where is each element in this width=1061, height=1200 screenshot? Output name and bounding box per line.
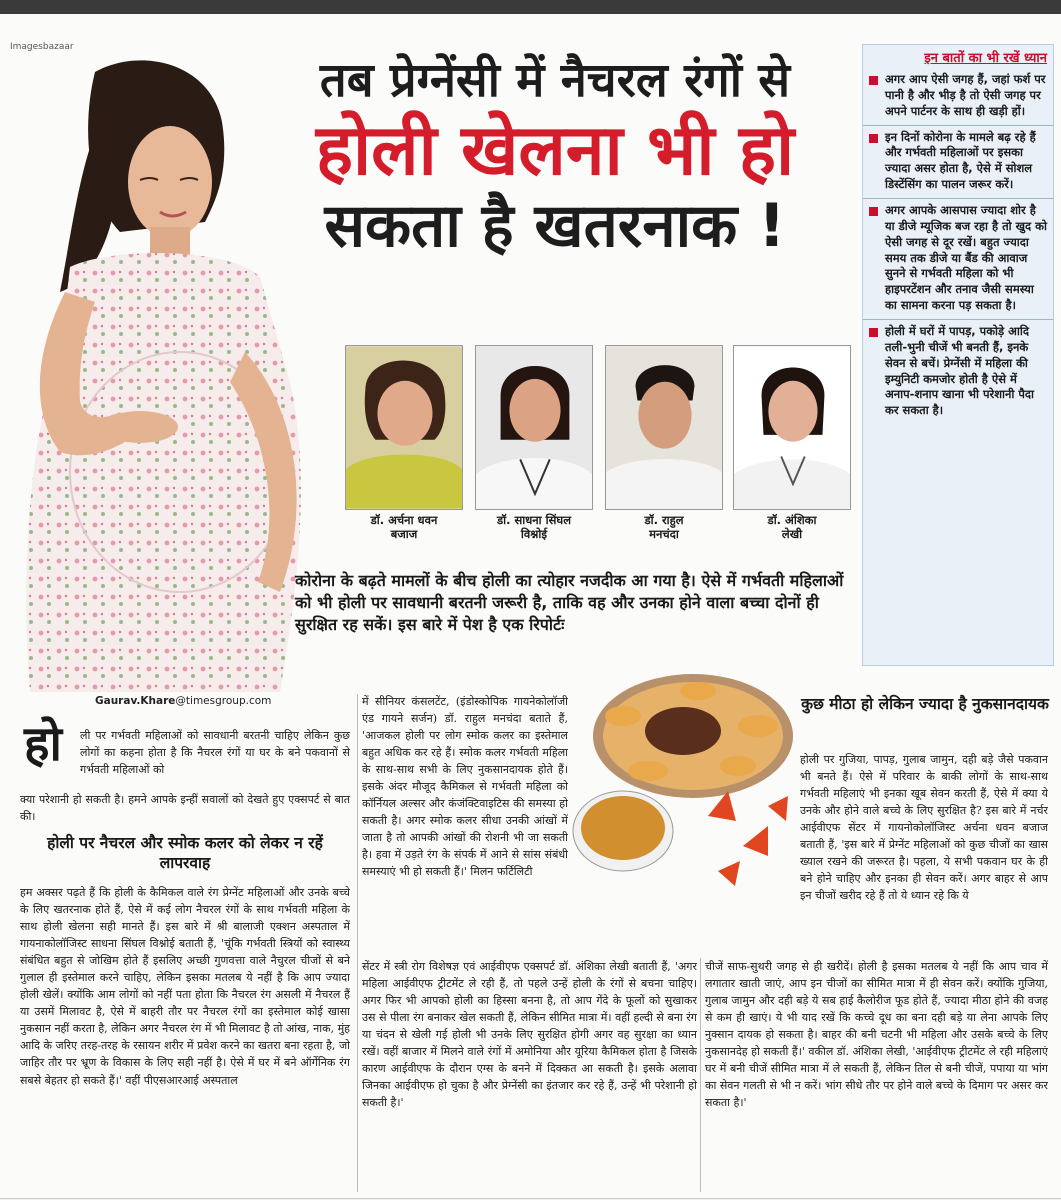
food-photo-holi-snacks	[568, 656, 798, 896]
expert-photo	[733, 345, 851, 510]
expert-photo	[475, 345, 593, 510]
bullet-square-icon	[869, 134, 878, 143]
sidebar-item: अगर आपके आसपास ज्यादा शोर है या डीजे म्यूजिक बज रहा है तो खुद को ऐसी जगह से दूर रखें। बहुत ज्यादा समय तक डीजे या बैंड की आवाज सुनने से गर्भवती महिला को भी हाइपरटेंशन और तनाव जैसी समस्या का सामना करना पड़ सकता है।	[863, 199, 1053, 320]
body-col1-first-lines: ली पर गर्भवती महिलाओं को सावधानी बरतनी चाहिए लेकिन कुछ लोगों का कहना होता है कि नैचरल रंगों या घर के बने पकवानों से गर्भवती महिलाओं को	[80, 729, 350, 777]
bullet-square-icon	[869, 207, 878, 216]
expert-3	[605, 345, 723, 542]
expert-name: डॉ. अंशिका लेखी	[767, 513, 817, 542]
body-col1-intro-end: क्या परेशानी हो सकती है। हमने आपके इन्हीं सवालों को देखते हुए एक्सपर्ट से बात की।	[20, 793, 350, 824]
expert-name: डॉ. राहुल मनचंदा	[644, 513, 684, 542]
sidebar-item: होली में घरों में पापड़, पकोड़े आदि तली-भुनी चीजें भी बनती हैं, इनके सेवन से बचें। प्रेग्नेंसी में महिला की इम्युनिटी कमजोर होती है ऐसे में अनाप-शनाप खाना भी परेशानी पैदा कर सकता है।	[863, 320, 1053, 424]
expert-name: डॉ. साधना सिंघल विश्नोई	[496, 513, 572, 542]
subhead-natural-colors: होली पर नैचरल और स्मोक कलर को लेकर न रहें लापरवाह	[47, 834, 323, 873]
column-divider	[700, 958, 701, 1192]
body-col1: हम अक्सर पढ़ते हैं कि होली के कैमिकल वाले रंग प्रेग्नेंट महिलाओं और उनके बच्चे के लिए खतरनाक होते हैं, ऐसे में कई लोग नैचरल रंगों के साथ गर्भवती महिला के साथ होली खेलना सही मानते हैं। इस बारे में श्री बालाजी एक्शन अस्पताल में गायनाकोलॉजिस्ट साधना सिंघल विश्नोई बताती हैं, 'चूंकि गर्भवती स्त्रियों को स्वास्थ्य संबंधित बहुत से जोखिम होते हैं इसलिए अच्छी गुणवत्ता वाले नैचुरल चीजों से बने गुलाल ही इस्तेमाल करने चाहिए, लेकिन इसका मतलब ये नहीं है कि आप ज्यादा होली खेलें। क्योंकि आम लोगों को नहीं पता होता कि नैचरल रंग असली में नैचरल हैं या उसमें मिलावट है, ऐसे में बाहरी तौर पर नैचरल रंगों का इस्तेमाल कोई खासा नुकसान नहीं करता है, लेकिन अगर नैचरल रंग में भी मिलावट है तो आंख, नाक, मुंह आदि के जरिए तरह-तरह के रसायन शरीर में प्रवेश करने का खतरा बना रहता है, जो जाहिर तौर पर भ्रूण के विकास के लिए सही नहीं है। ऐसे में घर में बने ऑर्गेनिक रंग सबसे बेहतर हो सकते हैं।' वहीं पीएसआरआई अस्पताल	[20, 886, 350, 1087]
headline-line-2: होली खेलना भी हो	[315, 108, 795, 191]
expert-2	[475, 345, 593, 542]
bullet-square-icon	[869, 328, 878, 337]
tips-sidebar	[862, 44, 1054, 666]
expert-name: डॉ. अर्चना धवन बजाज	[370, 513, 438, 542]
body-col3-bottom: चीजें साफ-सुथरी जगह से ही खरीदें। होली है इसका मतलब ये नहीं कि आप चाव में लगातार खाती जाएं, आप इन चीजों का सीमित मात्रा में ही सेवन करें। क्योंकि गुजिया, गुलाब जामुन और दही बड़े ये सब हाई कैलोरीज फूड होते हैं, ज्यादा मीठा होने की वजह से कम ही खाएं। ये भी याद रखें कि कच्चे दूध का बना दही बड़े या लेना आपके लिए नुक्सान दायक हो सकता है। बाहर की बनी चटनी भी महिला और उसके बच्चे के लिए नुकसानदेह हो सकती हैं।' वकील डॉ. अंशिका लेखी, 'आईवीएफ ट्रीटमेंट ले रही महिलाएं घर में बनी चीजें सीमित मात्रा में ले सकती हैं, लेकिन तिल से बनी चीजें, पपाया या भांग का सेवन गलती से भी न करें। भांग सीधे तौर पर होने वाले बच्चे के दिमाग पर असर कर सकता है।'	[705, 960, 1048, 1110]
body-col3-top: होली पर गुजिया, पापड़, गुलाब जामुन, दही बड़े जैसे पकवान भी बनते हैं। ऐसे में परिवार के बाकी लोगों के साथ-साथ गर्भवती महिलाएं भी इनका खूब सेवन करती हैं, ऐसे में क्या ये उनके और होने वाले बच्चे के लिए सुरक्षित है? इस बारे में नर्चर आईवीएफ सेंटर में गायनोकोलॉजिस्ट अर्चना धवन बजाज बताती हैं, 'इस बारे में प्रेग्नेंट महिलाओं को कुछ चीजों का खास ख्याल रखने की जरूरत है। पहला, ये सभी पकवान घर के ही बने होने चाहिए और इनका ही सेवन करें। अगर बाहर से आप इन चीजों खरीद रहे हैं तो ये ध्यान रहे कि ये	[800, 753, 1048, 903]
drop-cap: हो	[24, 716, 62, 772]
body-col2-top: में सीनियर कंसलटेंट, (इंडोस्कोपिक गायनेकोलॉजी एंड गायने सर्जन) डॉ. राहुल मनचंदा बताते हैं, 'आजकल होली पर लोग स्मोक कलर का इस्तेमाल बहुत अधिक कर रहे हैं। स्मोक कलर गर्भवती महिला के साथ-साथ सभी के लिए नुकसानदायक होते हैं। इसके अंदर मौजूद कैमिकल से गर्भवती महिला को कॉर्नियल अल्सर और कंजंक्टिवाइटिस की समस्या हो सकती है। अगर स्मोक कलर सीधा उनकी आंखों में जाता है तो आपकी आंखों की रोशनी भी जा सकती है। हवा में उड़ते रंग के संपर्क में आने से सांस संबंधी समस्याएं भी हो सकती हैं।' मिलन फर्टिलिटी	[362, 695, 568, 879]
expert-photos	[345, 345, 850, 542]
expert-photo	[605, 345, 723, 510]
column-divider	[357, 694, 358, 1192]
headline	[250, 53, 860, 262]
body-col2-bottom: सेंटर में स्त्री रोग विशेषज्ञ एवं आईवीएफ एक्सपर्ट डॉ. अंशिका लेखी बताती हैं, 'अगर महिला आईवीएफ ट्रीटमेंट ले रही हैं, तो पहले उन्हें होली के रंगों से बचना चाहिए। अगर फिर भी आपको होली का हिस्सा बनना है, तो आप गेंदे के फूलों को सुखाकर उस से पीला रंग बनाकर खेल सकती हैं, लेकिन सीमित मात्रा में। वहीं हल्दी से बना रंग या चंदन से खेली गई होली भी उनके लिए सुरक्षित होगी अगर वह सुरक्षा का ध्यान रखें। वहीं बाजार में मिलने वाले रंगों में अमोनिया और यूरिया कैमिकल होता है जिसके कारण आईवीएफ के दौरान एग्स के बनने में दिक्कत आ सकती है। इसके अलावा जिनका आईवीएफ हो चुका है और प्रेग्नेंसी का इंतजार कर रहे हैं, उन्हें भी परेशानी हो सकती है।'	[362, 960, 697, 1110]
sidebar-item: अगर आप ऐसी जगह हैं, जहां फर्श पर पानी है और भीड़ है तो ऐसी जगह पर अपने पार्टनर के साथ ही खड़ी हों।	[863, 68, 1053, 126]
photo-credit: Imagesbazaar	[10, 42, 74, 52]
sidebar-item: इन दिनों कोरोना के मामले बढ़ रहे हैं और गर्भवती महिलाओं पर इसका ज्यादा असर होता है, ऐसे में सोशल डिस्टेंसिंग का पालन जरूर करें।	[863, 126, 1053, 199]
subhead-sweets: कुछ मीठा हो लेकिन ज्यादा है नुकसानदायक	[801, 695, 1049, 713]
headline-line-3: सकता है खतरनाक !	[324, 191, 786, 262]
byline: Gaurav.Khare@timesgroup.com	[95, 695, 272, 707]
expert-1	[345, 345, 463, 542]
headline-line-1: तब प्रेग्नेंसी में नैचरल रंगों से	[319, 53, 791, 108]
expert-photo	[345, 345, 463, 510]
intro-paragraph: कोरोना के बढ़ते मामलों के बीच होली का त्योहार नजदीक आ गया है। ऐसे में गर्भवती महिलाओं को भी होली पर सावधानी बरतनी जरूरी है, ताकि वह और उनका होने वाला बच्चा दोनों ही सुरक्षित रह सकें। इस बारे में पेश है एक रिपोर्टः	[295, 571, 844, 635]
sidebar-title: इन बातों का भी रखें ध्यान	[924, 51, 1047, 66]
expert-4	[733, 345, 851, 542]
bullet-square-icon	[869, 76, 878, 85]
